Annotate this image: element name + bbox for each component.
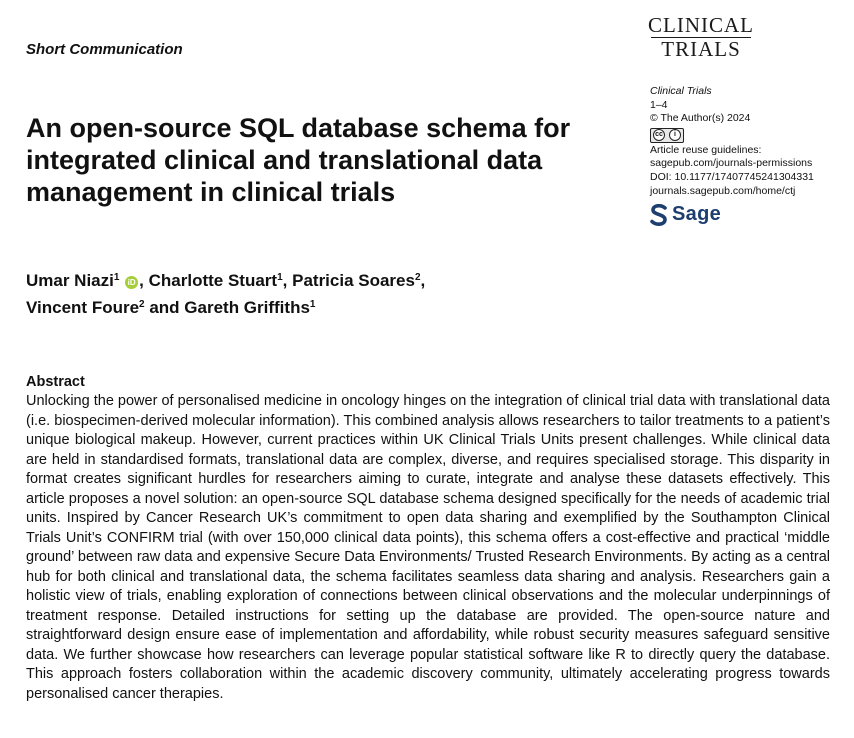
sage-s-icon bbox=[650, 204, 668, 226]
journal-logo bbox=[648, 14, 754, 60]
journal-logo-line1: CLINICAL bbox=[648, 13, 754, 37]
cc-icon: cc bbox=[653, 129, 665, 141]
doi[interactable]: DOI: 10.1177/17407745241304331 bbox=[650, 170, 814, 183]
journal-logo-line2: TRIALS bbox=[661, 37, 741, 61]
author-name[interactable]: Vincent Foure bbox=[26, 298, 140, 317]
author-name[interactable]: Patricia Soares bbox=[292, 271, 415, 290]
abstract-body: Unlocking the power of personalised medicine in oncology hinges on the integration of clinical trial data with translational data (i.e. biospecimen-derived molecular information). This combined analysis allows researchers to tailor treatments to a patient’s unique biological makeup. However, current practices within UK Clinical Trials Units present challenges. While clinical data are held in standardised formats, translational data are complex, diverse, and requires specialised storage. This disparity in format creates significant hurdles for researchers aiming to curate, integrate and analyse these datasets effectively. This article proposes a novel solution: an open-source SQL database schema designed specifically for the needs of academic trial units. Inspired by Cancer Research UK’s commitment to open data sharing and exemplified by the Southampton Clinical Trials Unit’s CONFIRM trial (with over 150,000 clinical data points), this schema offers a cost-effective and practical ‘middle ground’ between raw data and expensive Secure Data Environments/ Trusted Research Environments. By acting as a central hub for both clinical and translational data, the schema facilitates seamless data sharing and analysis. Researchers gain a holistic view of trials, enabling exploration of connections between clinical observations and the molecular underpinnings of treatment response. Detailed instructions for setting up the database are provided. The open-source nature and straightforward design ensure ease of implementation and affordability, while robust security measures safeguard sensitive data. We further showcase how researchers can leverage popular statistical software like R to directly query the database. This approach fosters collaboration within the academic discovery community, ultimately accelerating progress towards personalised cancer therapies. bbox=[26, 393, 830, 702]
reuse-guidelines-label: Article reuse guidelines: bbox=[650, 143, 762, 156]
author-name[interactable]: Umar Niazi bbox=[26, 271, 114, 290]
publication-meta bbox=[650, 85, 850, 226]
publisher-name: Sage bbox=[672, 203, 722, 226]
author-affiliation: 2 bbox=[414, 272, 421, 283]
article-type-label: Short Communication bbox=[26, 41, 183, 58]
copyright-notice: © The Author(s) 2024 bbox=[650, 112, 751, 125]
abstract-heading: Abstract bbox=[26, 374, 85, 390]
article-title: An open-source SQL database schema for integrated clinical and translational data management in clinical trials bbox=[26, 113, 571, 207]
author-affiliation: 2 bbox=[139, 299, 145, 310]
reuse-guidelines-link[interactable]: sagepub.com/journals-permissions bbox=[650, 157, 813, 170]
journal-name: Clinical Trials bbox=[650, 85, 712, 97]
author-affiliation: 1 bbox=[277, 272, 283, 283]
author-name[interactable]: Gareth Griffiths bbox=[184, 298, 310, 317]
author-name[interactable]: Charlotte Stuart bbox=[148, 271, 278, 290]
author-list: Umar Niazi$^1$ iD , Charlotte Stuart$^1$, Patricia Soares$^2$, Vincent Foure$^2$ and Gareth Griffiths$^1$ bbox=[26, 271, 426, 317]
page-range: 1–4 bbox=[650, 98, 668, 111]
cc-attribution-icon: i bbox=[669, 129, 681, 141]
author-affiliation: 1 bbox=[113, 272, 120, 283]
journal-homepage-link[interactable]: journals.sagepub.com/home/ctj bbox=[650, 184, 796, 197]
author-affiliation: 1 bbox=[309, 299, 316, 310]
orcid-icon[interactable]: iD bbox=[125, 276, 138, 289]
publisher-logo bbox=[650, 204, 850, 226]
creative-commons-icon[interactable] bbox=[650, 128, 684, 143]
